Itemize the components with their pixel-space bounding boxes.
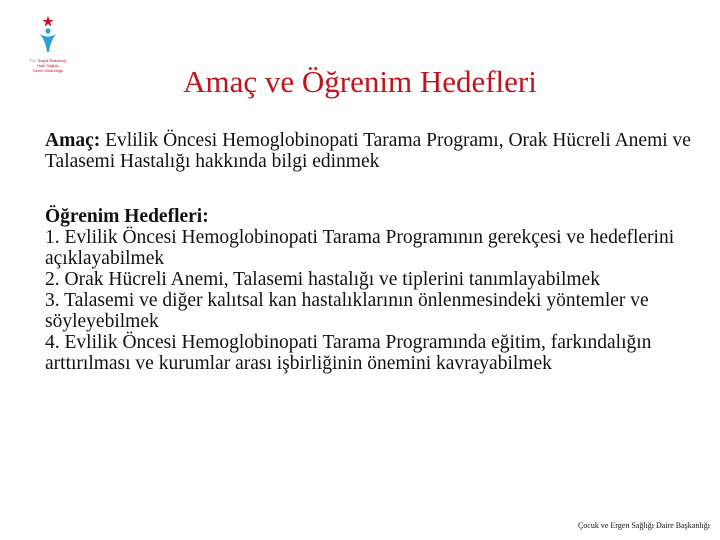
objectives-list	[45, 227, 695, 374]
aim-text: Evlilik Öncesi Hemoglobinopati Tarama Programı, Orak Hücreli Anemi ve Talasemi Hastalığı hakkında bilgi edinmek	[45, 130, 691, 172]
logo-caption-2: Halk Sağlığı	[37, 63, 59, 68]
list-item: 3. Talasemi ve diğer kalıtsal kan hastalıklarının önlenmesindeki yöntemler ve söyleyebilmek	[45, 290, 649, 332]
page-title: Amaç ve Öğrenim Hedefleri	[183, 64, 537, 99]
list-item: 4. Evlilik Öncesi Hemoglobinopati Tarama Programında eğitim, farkındalığın arttırılması ve kurumlar arası işbirliğinin önemini kavrayabilmek	[45, 332, 652, 374]
main-content	[45, 130, 695, 374]
aim-label: Amaç:	[45, 130, 101, 151]
list-item: 2. Orak Hücreli Anemi, Talasemi hastalığı ve tiplerini tanımlayabilmek	[45, 269, 600, 290]
objectives-heading	[45, 206, 695, 227]
list-item: 1. Evlilik Öncesi Hemoglobinopati Tarama Programının gerekçesi ve hedeflerini açıklayabilmek	[45, 227, 675, 269]
aim-paragraph	[45, 130, 695, 172]
logo-caption-1: T.C. Sağlık Bakanlığı	[29, 58, 67, 63]
objectives-label: Öğrenim Hedefleri:	[45, 206, 209, 227]
footer-department: Çocuk ve Ergen Sağlığı Daire Başkanlığı	[577, 521, 710, 530]
logo-caption-3: Genel Müdürlüğü	[32, 68, 64, 73]
crescent-star-figure-icon	[18, 12, 78, 58]
